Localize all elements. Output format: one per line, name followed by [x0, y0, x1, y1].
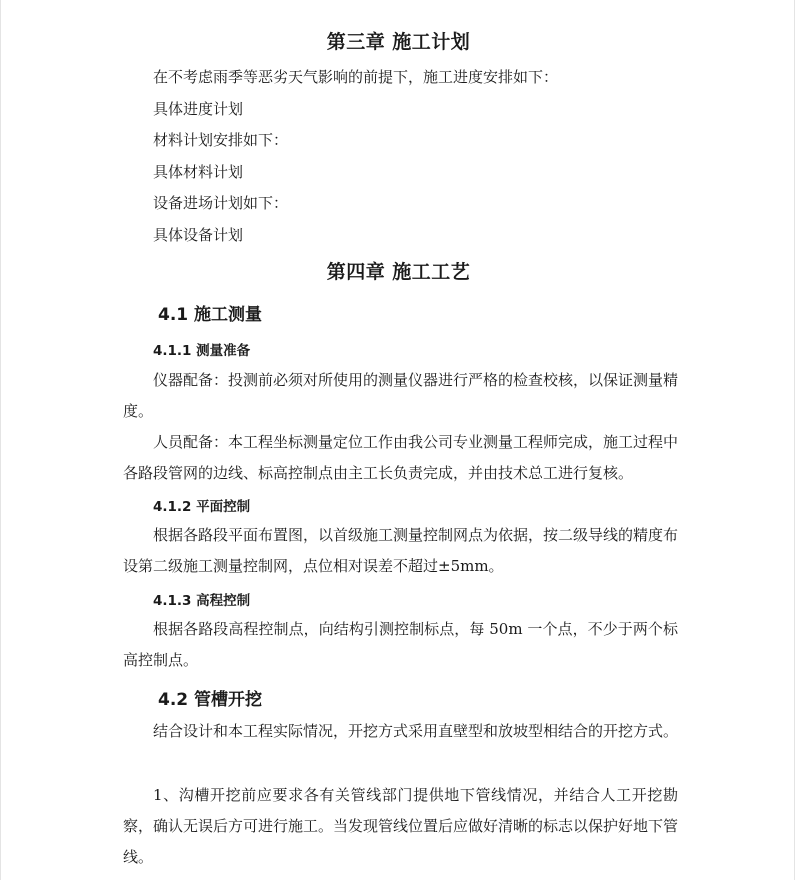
chapter-3-line: 材料计划安排如下： [153, 131, 289, 149]
paragraph: 结合设计和本工程实际情况，开挖方式采用直壁型和放坡型相结合的开挖方式。 [153, 722, 679, 740]
paragraph: 1、沟槽开挖前应要求各有关管线部门提供地下管线情况，并结合人工开挖勘察，确认无误后方可进行施工。当发现管线位置后应做好清晰的标志以保护好地下管线。 [123, 786, 679, 866]
chapter-3-line: 设备进场计划如下： [153, 194, 289, 212]
chapter-3-line: 具体材料计划 [153, 163, 244, 181]
section-4-1-heading: 4.1 施工测量 [158, 305, 263, 325]
subsection-4-1-3-heading: 4.1.3 高程控制 [153, 593, 251, 609]
chapter-3-line: 具体设备计划 [153, 226, 244, 244]
subsection-4-1-1-heading: 4.1.1 测量准备 [153, 343, 251, 359]
chapter-3-title: 第三章 施工计划 [326, 31, 471, 53]
paragraph: 根据各路段平面布置图，以首级施工测量控制网点为依据，按二级导线的精度布设第二级施工测量控制网，点位相对误差不超过±5mm。 [123, 526, 679, 575]
paragraph: 根据各路段高程控制点，向结构引测控制标点，每 50m 一个点，不少于两个标高控制点。 [123, 620, 678, 669]
subsection-4-1-2-heading: 4.1.2 平面控制 [153, 499, 251, 515]
chapter-3-line: 具体进度计划 [153, 100, 244, 118]
section-4-2-heading: 4.2 管槽开挖 [158, 690, 263, 710]
chapter-4-title: 第四章 施工工艺 [326, 261, 471, 283]
paragraph: 人员配备：本工程坐标测量定位工作由我公司专业测量工程师完成，施工过程中各路段管网的边线、标高控制点由主工长负责完成，并由技术总工进行复核。 [123, 433, 679, 482]
paragraph: 仪器配备：投测前必须对所使用的测量仪器进行严格的检查校核，以保证测量精度。 [123, 371, 679, 420]
chapter-3-line: 在不考虑雨季等恶劣天气影响的前提下，施工进度安排如下： [153, 68, 559, 86]
